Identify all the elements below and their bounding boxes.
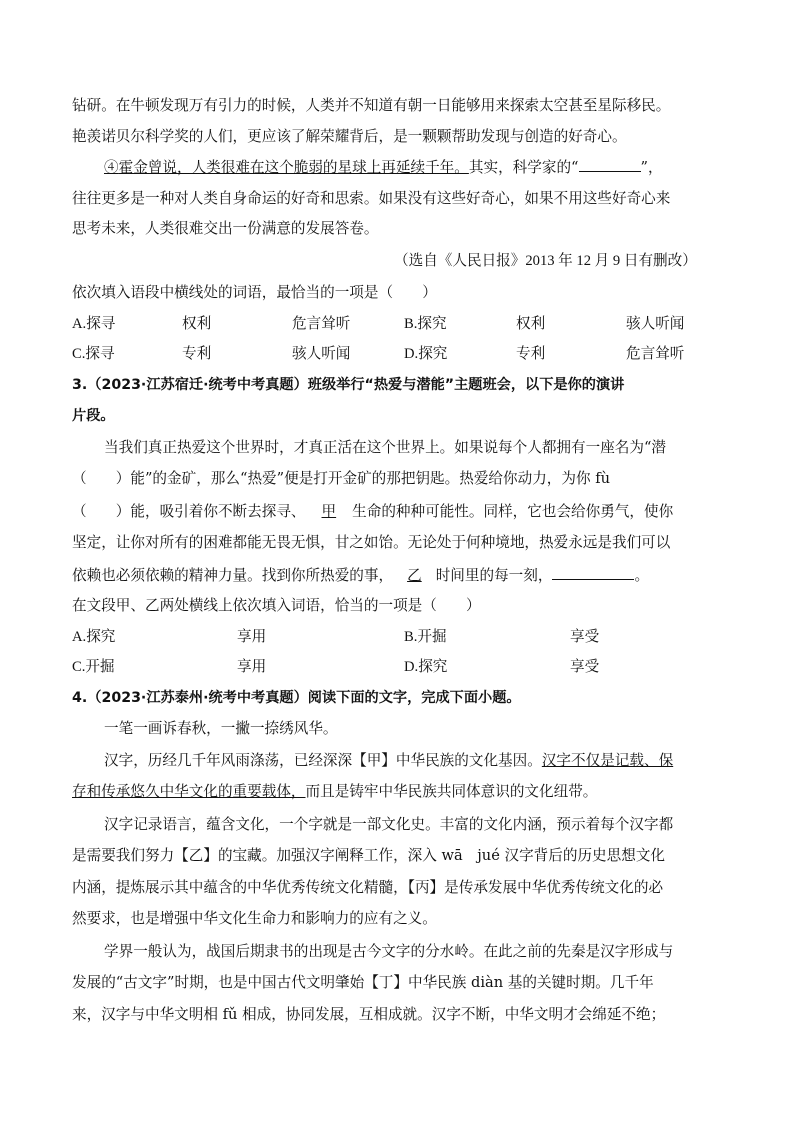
blank-line [552, 565, 634, 580]
question-title-cont: 片段。 [72, 408, 115, 424]
option-b-1: B.探究 [404, 316, 447, 332]
option-c-2: 享用 [237, 659, 267, 675]
option-a-3: 危言耸听 [292, 316, 351, 332]
option-a-1: A.探寻 [72, 316, 116, 332]
option-a-2: 权利 [182, 316, 212, 332]
q4-line3: 汉字记录语言，蕴含文化，一个字就是一部文化史。丰富的文化内涵，预示着每个汉字都 [104, 816, 674, 833]
q4-line9: 来，汉字与中华文明相 fǔ 相成，协同发展，互相成就。汉字不断，中华文明才会绵延不绝； [72, 1006, 666, 1023]
option-c-1: C.探寻 [72, 346, 115, 362]
text-segment: 时间里的每一刻， [435, 567, 553, 584]
option-b-2: 享受 [570, 629, 600, 645]
q4-line1 [104, 751, 673, 771]
passage1-line2: 艳羡诺贝尔科学奖的人们，更应该了解荣耀背后，是一颗颗帮助发现与创造的好奇心。 [72, 128, 627, 145]
q4-line4: 是需要我们努力【乙】的宝藏。加强汉字阐释工作，深入 wā jué 汉字背后的历史思想文化 [72, 847, 666, 864]
q3-line1: 当我们真正热爱这个世界时，才真正活在这个世界上。如果说每个人都拥有一座名为“潜 [104, 439, 667, 456]
text-segment: 依赖也必须依赖的精神力量。找到你所热爱的事， [72, 567, 394, 584]
q4-line0: 一笔一画诉春秋，一撇一捺绣风华。 [104, 720, 338, 737]
option-c-3: 骇人听闻 [292, 346, 351, 362]
blank-yi: 乙 [407, 567, 422, 584]
question-title: 3.（2023·江苏宿迁·统考中考真题）班级举行“热爱与潜能”主题班会，以下是你的演讲 [72, 377, 625, 393]
q4-line6: 然要求，也是增强中华文化生命力和影响力的应有之义。 [72, 910, 437, 927]
source-citation: （选自《人民日报》2013 年 12 月 9 日有删改） [394, 253, 697, 269]
q4-line7: 学界一般认为，战国后期隶书的出现是古今文字的分水岭。在此之前的先秦是汉字形成与 [104, 943, 674, 960]
text-segment: （ ）能，吸引着你不断去探寻、 [72, 503, 306, 520]
blank-jia: 甲 [321, 503, 337, 520]
text-segment: 生命的种种可能性。同样，它也会给你勇气，使你 [352, 503, 674, 520]
q4-line5: 内涵，提炼展示其中蕴含的中华优秀传统文化精髓，【丙】是传承发展中华优秀传统文化的必 [72, 879, 664, 896]
option-d-3: 危言耸听 [626, 346, 685, 362]
blank-line [579, 157, 641, 172]
passage1-line3 [104, 157, 663, 178]
option-b-2: 权利 [516, 316, 546, 332]
option-c-2: 专利 [182, 346, 212, 362]
q3-line2: （ ）能”的金矿，那么“热爱”便是打开金矿的那把钥匙。热爱给你动力，为你 fù [72, 470, 611, 487]
question-stem: 在文段甲、乙两处横线上依次填入词语，恰当的一项是（ ） [72, 598, 481, 614]
text-segment: 而且是铸牢中华民族共同体意识的文化纽带。 [305, 783, 598, 800]
text-segment: 汉字，历经几千年风雨涤荡，已经深深【甲】中华民族的文化基因。 [104, 752, 542, 769]
text-segment: 。 [634, 567, 650, 584]
q3-line3 [72, 502, 673, 522]
option-d-2: 享受 [570, 659, 600, 675]
option-b-3: 骇人听闻 [626, 316, 685, 332]
text-segment: 其实，科学家的“ [468, 159, 579, 176]
q3-line5 [72, 565, 649, 586]
underlined-quote: 霍金曾说，人类很难在这个脆弱的星球上再延续千年。 [118, 159, 469, 176]
option-d-1: D.探究 [404, 659, 448, 675]
passage1-line5: 思考未来，人类很难交出一份满意的发展答卷。 [72, 220, 379, 237]
q3-line4: 坚定，让你对所有的困难都能无畏无惧，甘之如饴。无论处于何种境地，热爱永远是我们可以 [72, 534, 671, 551]
option-d-1: D.探究 [404, 346, 448, 362]
text-segment: ”， [640, 159, 663, 176]
option-d-2: 专利 [516, 346, 546, 362]
option-a-2: 享用 [237, 629, 267, 645]
option-b-1: B.开掘 [404, 629, 447, 645]
passage1-line4: 往往更多是一种对人类自身命运的好奇和思索。如果没有这些好奇心，如果不用这些好奇心来 [72, 190, 671, 207]
underlined-sentence: 存和传承悠久中华文化的重要载体， [72, 783, 306, 800]
question-stem: 依次填入语段中横线处的词语，最恰当的一项是（ ） [72, 285, 437, 301]
q4-line8: 发展的“古文字”时期，也是中国古代文明肇始【丁】中华民族 diàn 基的关键时期。几千年 [72, 974, 654, 991]
underlined-sentence: 汉字不仅是记载、保 [541, 752, 674, 769]
circled-four-marker: ④ [104, 159, 119, 176]
question-title: 4.（2023·江苏泰州·统考中考真题）阅读下面的文字，完成下面小题。 [72, 690, 521, 706]
q4-line2 [72, 782, 597, 802]
option-a-1: A.探究 [72, 629, 116, 645]
passage1-line1: 钻研。在牛顿发现万有引力的时候，人类并不知道有朝一日能够用来探索太空甚至星际移民。 [72, 97, 671, 114]
option-c-1: C.开掘 [72, 659, 115, 675]
